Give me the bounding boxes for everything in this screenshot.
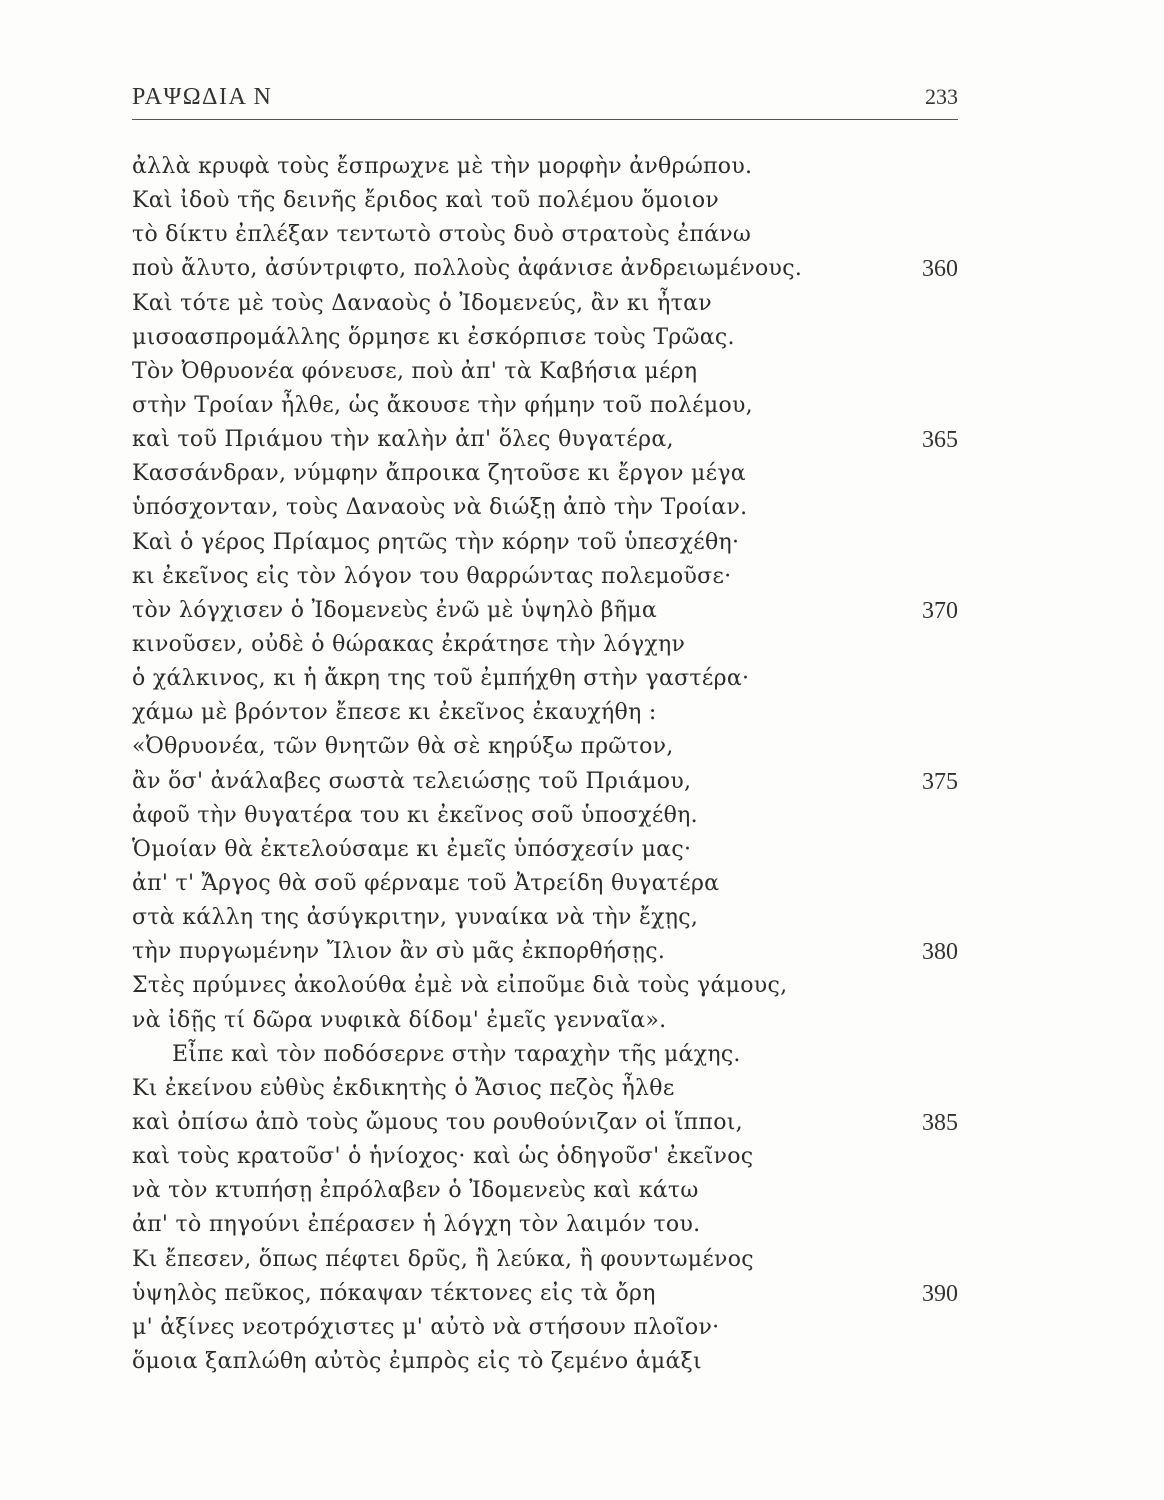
verse-line [132, 1174, 958, 1208]
verse-line [132, 526, 958, 560]
verse-line [132, 321, 958, 355]
verse-text: ἂν ὅσ' ἀνάλαβες σωστὰ τελειώσῃς τοῦ Πριάμου, [132, 768, 692, 794]
verse-text: ἀπ' τ' Ἄργος θὰ σοῦ φέρναμε τοῦ Ἀτρείδη θυγατέρα [132, 870, 720, 896]
verse-text: ὑπόσχονταν, τοὺς Δαναοὺς νὰ διώξῃ ἀπὸ τὴν Τροίαν. [132, 495, 748, 521]
verse-line [132, 594, 958, 628]
verse-line [132, 218, 958, 252]
verse-line [132, 287, 958, 321]
verse-line [132, 662, 958, 696]
line-number: 365 [922, 427, 958, 454]
verse-line [132, 560, 958, 594]
verse-text: Καὶ ἰδοὺ τῆς δεινῆς ἔριδος καὶ τοῦ πολέμου ὅμοιον [132, 188, 720, 214]
verse-line [132, 457, 958, 491]
verse-line [132, 423, 958, 457]
verse-line [132, 696, 958, 730]
line-number: 360 [922, 256, 958, 283]
verse-line [132, 252, 958, 286]
verse-text: ἀφοῦ τὴν θυγατέρα του κι ἐκεῖνος σοῦ ὑποσχέθη. [132, 802, 698, 828]
verse-line [132, 867, 958, 901]
verse-line [132, 1072, 958, 1106]
verse-text: ἀλλὰ κρυφὰ τοὺς ἔσπρωχνε μὲ τὴν μορφὴν ἀνθρώπου. [132, 154, 753, 179]
verse-text: στὴν Τροίαν ἦλθε, ὡς ἄκουσε τὴν φήμην τοῦ πολέμου, [132, 392, 753, 418]
verse-line [132, 1106, 958, 1140]
running-title: ΡΑΨΩΔΙΑ Ν [132, 84, 273, 110]
verse-line [132, 969, 958, 1003]
verse-text: Τὸν Ὀθρυονέα φόνευσε, ποὺ ἀπ' τὰ Καβήσια μέρη [132, 358, 698, 384]
verse-line [132, 150, 958, 184]
verse-text: καὶ τοῦ Πριάμου τὴν καλὴν ἀπ' ὅλες θυγατέρα, [132, 427, 674, 453]
verse-line [132, 1140, 958, 1174]
verse-text: Ὁμοίαν θὰ ἐκτελούσαμε κι ἐμεῖς ὑπόσχεσίν μας· [132, 836, 692, 862]
verse-text: τὴν πυργωμένην Ἴλιον ἂν σὺ μᾶς ἐκπορθήσῃς. [132, 939, 666, 965]
verse-line [132, 799, 958, 833]
verse-text: ποὺ ἄλυτο, ἀσύντριφτο, πολλοὺς ἀφάνισε ἀνδρειωμένους. [132, 256, 803, 282]
verse-line [132, 1243, 958, 1277]
verse-line [132, 765, 958, 799]
verse-text: Στὲς πρύμνες ἀκολούθα ἐμὲ νὰ εἰποῦμε διὰ τοὺς γάμους, [132, 973, 788, 999]
verse-text: ἀπ' τὸ πηγούνι ἐπέρασεν ἡ λόγχη τὸν λαιμόν του. [132, 1212, 701, 1238]
verse-line [132, 901, 958, 935]
verse-line [132, 628, 958, 662]
verse-line [132, 355, 958, 389]
line-number: 385 [922, 1109, 958, 1136]
verse-text: Καὶ τότε μὲ τοὺς Δαναοὺς ὁ Ἰδομενεύς, ἂν κι ἦταν [132, 290, 712, 316]
header-rule [132, 119, 958, 120]
running-head [132, 82, 958, 116]
verse-line [132, 1277, 958, 1311]
verse-text: Κασσάνδραν, νύμφην ἄπροικα ζητοῦσε κι ἔργον μέγα [132, 461, 746, 487]
line-number: 370 [922, 597, 958, 624]
verse-text: στὰ κάλλη της ἀσύγκριτην, γυναίκα νὰ τὴν ἔχῃς, [132, 905, 699, 931]
verse-text: κινοῦσεν, οὐδὲ ὁ θώρακας ἐκράτησε τὴν λόγχην [132, 631, 686, 657]
verse-line [132, 1345, 958, 1379]
verse-line [132, 491, 958, 525]
verse-text: καὶ ὀπίσω ἀπὸ τοὺς ὤμους του ρουθούνιζαν οἱ ἵπποι, [132, 1109, 743, 1135]
verse-text: Εἶπε καὶ τὸν ποδόσερνε στὴν ταραχὴν τῆς μάχης. [172, 1041, 741, 1067]
verse-text: ὁ χάλκινος, κι ἡ ἄκρη της τοῦ ἐμπήχθη στὴν γαστέρα· [132, 666, 750, 692]
verse-line [132, 935, 958, 969]
verse-text: καὶ τοὺς κρατοῦσ' ὁ ἡνίοχος· καὶ ὡς ὁδηγοῦσ' ἐκεῖνος [132, 1144, 754, 1170]
verse-text: «Ὀθρυονέα, τῶν θνητῶν θὰ σὲ κηρύξω πρῶτον, [132, 734, 674, 760]
verse-text: νὰ τὸν κτυπήσῃ ἐπρόλαβεν ὁ Ἰδομενεὺς καὶ κάτω [132, 1178, 699, 1204]
verse-text: Κι ἔπεσεν, ὅπως πέφτει δρῦς, ἢ λεύκα, ἢ φουντωμένος [132, 1246, 754, 1272]
verse-line [132, 833, 958, 867]
verse-text: τὸν λόγχισεν ὁ Ἰδομενεὺς ἐνῶ μὲ ὑψηλὸ βῆμα [132, 597, 658, 623]
verse-block [132, 150, 958, 1379]
verse-text: Καὶ ὁ γέρος Πρίαμος ρητῶς τὴν κόρην τοῦ ὑπεσχέθη· [132, 529, 740, 555]
verse-line [132, 184, 958, 218]
verse-text: ὑψηλὸς πεῦκος, πόκαψαν τέκτονες εἰς τὰ ὄρη [132, 1280, 656, 1306]
line-number: 390 [922, 1280, 958, 1307]
verse-text: κι ἐκεῖνος εἰς τὸν λόγον του θαρρώντας πολεμοῦσε· [132, 563, 732, 589]
verse-text: χάμω μὲ βρόντον ἔπεσε κι ἐκεῖνος ἐκαυχήθη : [132, 700, 657, 726]
page-number: 233 [925, 84, 958, 109]
verse-line [132, 389, 958, 423]
verse-text: τὸ δίκτυ ἐπλέξαν τεντωτὸ στοὺς δυὸ στρατοὺς ἐπάνω [132, 222, 752, 248]
verse-line [132, 1004, 958, 1038]
verse-text: μ' ἀξίνες νεοτρόχιστες μ' αὐτὸ νὰ στήσουν πλοῖον· [132, 1314, 720, 1340]
verse-line [132, 1208, 958, 1242]
line-number: 380 [922, 939, 958, 966]
verse-text: ὅμοια ξαπλώθη αὐτὸς ἐμπρὸς εἰς τὸ ζεμένο ἁμάξι [132, 1348, 702, 1374]
verse-text: μισοασπρομάλλης ὅρμησε κι ἐσκόρπισε τοὺς Τρῶας. [132, 324, 735, 350]
verse-line [132, 1038, 958, 1072]
line-number: 375 [922, 768, 958, 795]
verse-line [132, 730, 958, 764]
verse-text: νὰ ἰδῇς τί δῶρα νυφικὰ δίδομ' ἐμεῖς γενναῖα». [132, 1007, 667, 1033]
verse-text: Κι ἐκείνου εὐθὺς ἐκδικητὴς ὁ Ἄσιος πεζὸς ἦλθε [132, 1075, 675, 1101]
verse-line [132, 1311, 958, 1345]
